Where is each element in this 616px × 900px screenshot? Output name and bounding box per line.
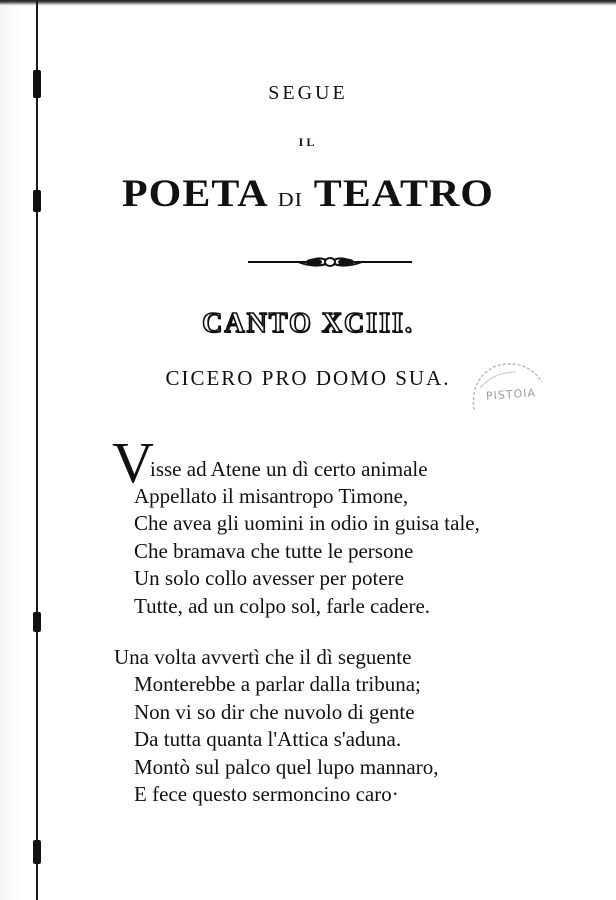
- verse-line: Montò sul palco quel lupo mannaro,: [134, 755, 439, 779]
- title-teatro: TEATRO: [313, 172, 494, 216]
- verse-line: Che avea gli uomini in odio in guisa tale,: [134, 511, 480, 535]
- library-stamp-text: PISTOIA: [485, 386, 537, 403]
- ornament-divider-icon: [248, 254, 412, 270]
- spine-mark: [33, 612, 41, 632]
- verse-line: Monterebbe a parlar dalla tribuna;: [134, 672, 421, 696]
- heading-il: IL: [298, 135, 318, 149]
- verse-line: Una volta avvertì che il dì seguente: [114, 645, 412, 669]
- title-di: DI: [277, 187, 303, 211]
- verse-line: isse ad Atene un dì certo animale: [150, 457, 428, 481]
- verse-line: Da tutta quanta l'Attica s'aduna.: [134, 727, 402, 751]
- book-title: [0, 172, 616, 216]
- canto-number: CANTO XCIII.: [202, 308, 414, 339]
- canto-subtitle: CICERO PRO DOMO SUA.: [165, 366, 451, 390]
- verse-line: Appellato il misantropo Timone,: [134, 484, 409, 508]
- spine-mark: [33, 840, 41, 864]
- title-poeta: POETA: [122, 172, 267, 216]
- drop-cap: V: [112, 430, 154, 495]
- verse-line: Un solo collo avesser per potere: [134, 566, 404, 590]
- heading-segue: SEGUE: [268, 82, 348, 104]
- verse-line: Che bramava che tutte le persone: [134, 539, 414, 563]
- verse-line: E fece questo sermoncino caro·: [134, 782, 399, 806]
- verse-line: Tutte, ad un colpo sol, farle cadere.: [134, 594, 431, 618]
- verse-line: Non vi so dir che nuvolo di gente: [134, 700, 415, 724]
- page-top-edge: [0, 0, 616, 6]
